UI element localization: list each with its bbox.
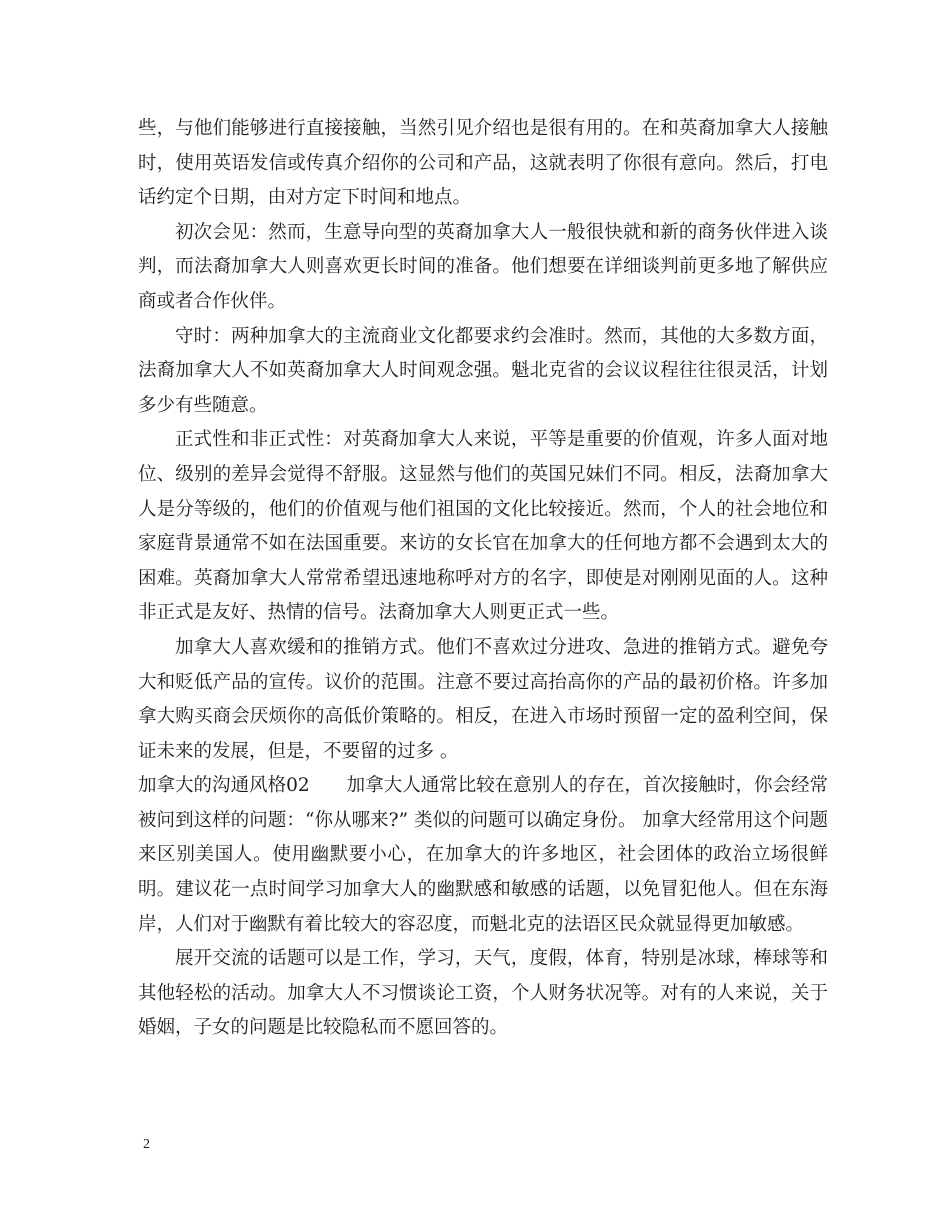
document-body: [138, 112, 828, 1046]
paragraph-punctuality: 守时：两种加拿大的主流商业文化都要求约会准时。然而，其他的大多数方面，法裔加拿大人不如英裔加拿大人时间观念强。魁北克省的会议议程往往很灵活，计划多少有些随意。: [138, 325, 828, 416]
paragraph-formality: 正式性和非正式性：对英裔加拿大人来说，平等是重要的价值观，许多人面对地位、级别的差异会觉得不舒服。这显然与他们的英国兄妹们不同。相反，法裔加拿大人是分等级的，他们的价值观与他们祖国的文化比较接近。然而，个人的社会地位和家庭背景通常不如在法国重要。来访的女长官在加拿大的任何地方都不会遇到太大的困难。英裔加拿大人常常希望迅速地称呼对方的名字，即使是对刚刚见面的人。这种非正式是友好、热情的信号。法裔加拿大人则更正式一些。: [138, 429, 828, 624]
page-number: 2: [143, 1137, 150, 1152]
paragraph-communication-style: 加拿大的沟通风格02 加拿大人通常比较在意别人的存在，首次接触时，你会经常被问到这样的问题：“你从哪来?” 类似的问题可以确定身份。 加拿大经常用这个问题来区别美国人。使用幽默要小心，在加拿大的许多地区，社会团体的政治立场很鲜明。建议花一点时间学习加拿大人的幽默感和敏感的话题，以免冒犯他人。但在东海岸，人们对于幽默有着比较大的容忍度，而魁北克的法语区民众就显得更加敏感。: [138, 775, 828, 935]
paragraph-contact-continuation: 些，与他们能够进行直接接触，当然引见介绍也是很有用的。在和英裔加拿大人接触时，使用英语发信或传真介绍你的公司和产品，这就表明了你很有意向。然后，打电话约定个日期，由对方定下时间和地点。: [138, 118, 828, 209]
paragraph-sales-approach: 加拿大人喜欢缓和的推销方式。他们不喜欢过分进攻、急进的推销方式。避免夸大和贬低产品的宣传。议价的范围。注意不要过高抬高你的产品的最初价格。许多加拿大购买商会厌烦你的高低价策略的。相反，在进入市场时预留一定的盈利空间，保证未来的发展，但是，不要留的过多 。: [138, 636, 828, 762]
paragraph-first-meeting: 初次会见：然而，生意导向型的英裔加拿大人一般很快就和新的商务伙伴进入谈判，而法裔加拿大人则喜欢更长时间的准备。他们想要在详细谈判前更多地了解供应商或者合作伙伴。: [138, 221, 828, 312]
paragraph-conversation-topics: 展开交流的话题可以是工作，学习，天气，度假，体育，特别是冰球，棒球等和其他轻松的活动。加拿大人不习惯谈论工资，个人财务状况等。对有的人来说，关于婚姻，子女的问题是比较隐私而不愿回答的。: [138, 948, 828, 1039]
